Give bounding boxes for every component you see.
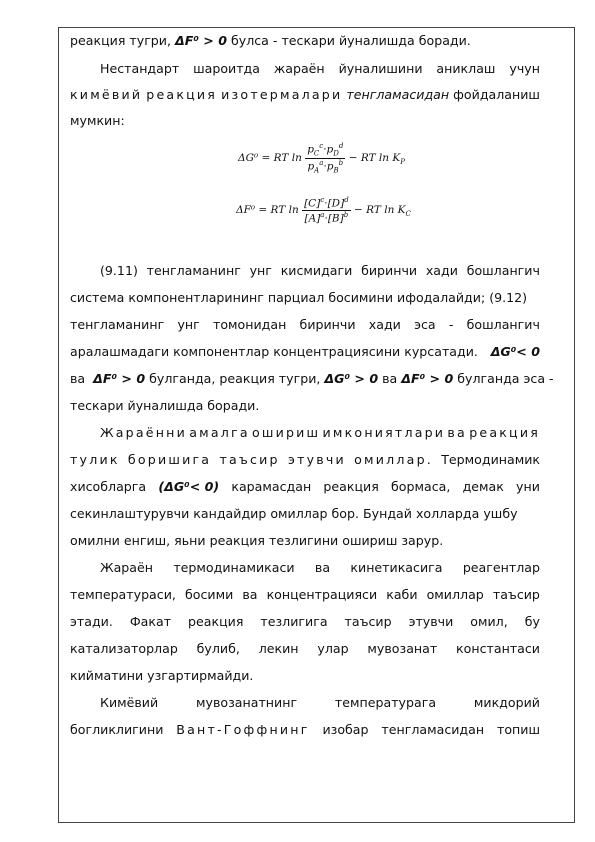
- formula-gibbs: ΔG⁰ = RT ln $\frac{p_C^c\cdot p_D^d}{p_A^a\cdot p_B^b}$ − RT $\ln K_P$: [238, 142, 405, 175]
- text-line: [70, 695, 540, 711]
- text-fragment: реакция: [469, 425, 540, 440]
- text-line: [70, 290, 540, 306]
- text-fragment: амалга: [189, 425, 250, 440]
- text-fragment: омилни енгиш, яьни реакция тезлигини ошириш зарур.: [70, 533, 444, 548]
- text-fragment: ва: [314, 560, 331, 575]
- text-fragment: хисобларга: [70, 479, 147, 494]
- text-line: [70, 425, 540, 441]
- text-fragment: ΔF⁰ > 0: [401, 371, 454, 386]
- condition-formula: ΔF⁰ > 0: [175, 33, 227, 48]
- text-fragment: фойдаланиш: [453, 87, 540, 102]
- text-fragment: константаси: [456, 641, 540, 656]
- text-fragment: Жараён: [100, 560, 153, 575]
- text-fragment: микдорий: [473, 695, 540, 710]
- text-fragment: концентрацияси: [266, 587, 378, 602]
- text-fragment: -: [448, 317, 454, 332]
- text-fragment: топиш: [496, 722, 540, 737]
- text-line: [70, 641, 540, 657]
- text-fragment: ва: [242, 587, 258, 602]
- text-fragment: Термодинамик: [441, 452, 540, 467]
- text-fragment: Факат: [129, 614, 172, 629]
- text-fragment: кинетикасига: [350, 560, 443, 575]
- formula-helmholtz: ΔF⁰ = RT ln $\frac{[C]^c\cdot[D]^d}{[A]^a\cdot[B]^b}$ − RT $\ln K_C$: [236, 196, 411, 224]
- text-fragment: учун: [509, 61, 540, 76]
- text-fragment: лекин: [258, 641, 299, 656]
- text-fragment: реакция тугри,: [70, 33, 171, 48]
- text-fragment: ошириш: [251, 425, 321, 440]
- text-fragment: хади: [368, 317, 401, 332]
- text-line: [70, 61, 540, 77]
- text-fragment: катализаторлар: [70, 641, 178, 656]
- text-fragment: термодинамикаси: [173, 560, 295, 575]
- text-fragment: мувозанатнинг: [196, 695, 298, 710]
- text-fragment: демак: [462, 479, 504, 494]
- text-fragment: биринчи: [299, 317, 356, 332]
- text-fragment: температурага: [334, 695, 437, 710]
- text-line: [70, 668, 540, 684]
- text-fragment: булиб,: [196, 641, 240, 656]
- text-fragment: ΔF⁰ = RT ln: [236, 204, 299, 216]
- text-fragment: Нестандарт: [100, 61, 180, 76]
- text-fragment: тенгламасидан: [381, 722, 485, 737]
- text-fragment: каби: [386, 587, 418, 602]
- text-fragment: температураси,: [70, 587, 176, 602]
- text-fragment: реагентлар: [462, 560, 540, 575]
- text-fragment: таъсир: [344, 614, 392, 629]
- text-fragment: (ΔG⁰< 0): [158, 479, 220, 494]
- text-fragment: аниклаш: [436, 61, 496, 76]
- text-fragment: хади: [425, 263, 458, 278]
- text-line: [70, 614, 540, 630]
- text-fragment: реакция: [323, 479, 379, 494]
- text-line: [70, 479, 540, 495]
- text-fragment: мумкин:: [70, 113, 125, 128]
- text-fragment: бу: [524, 614, 540, 629]
- text-fragment: йуналишини: [338, 61, 423, 76]
- text-fragment: тенгламанинг: [70, 317, 165, 332]
- text-fragment: булганда эса -: [457, 371, 554, 386]
- text-line: [70, 344, 540, 360]
- text-line: [70, 371, 554, 387]
- text-fragment: омиллар: [426, 587, 484, 602]
- text-fragment: карамасдан: [231, 479, 312, 494]
- text-fragment: кисмидаги: [280, 263, 353, 278]
- text-fragment: бошлангич: [466, 317, 540, 332]
- text-fragment: Кимёвий: [100, 695, 159, 710]
- text-fragment: кийматини узгартирмайди.: [70, 668, 254, 683]
- text-fragment: тенгламасидан: [346, 87, 450, 102]
- text-line: [70, 398, 540, 414]
- text-fragment: ва: [382, 371, 398, 386]
- text-fragment: имкониятлари: [322, 425, 446, 440]
- text-fragment: таъсир: [492, 587, 540, 602]
- text-fragment: омиллар.: [354, 452, 433, 467]
- text-fragment: булганда, реакция тугри,: [149, 371, 321, 386]
- text-fragment: ва: [70, 371, 86, 386]
- text-fragment: ΔF⁰ > 0: [93, 371, 146, 386]
- text-fragment: боришига: [127, 452, 212, 467]
- text-line: [70, 263, 540, 279]
- text-line: [70, 87, 540, 103]
- text-fragment: эса: [414, 317, 436, 332]
- text-fragment: улар: [317, 641, 349, 656]
- text-line: [70, 33, 540, 49]
- text-fragment: ΔG⁰ > 0: [324, 371, 379, 386]
- text-fragment: изобар: [322, 722, 369, 737]
- text-fragment: шароитда: [193, 61, 260, 76]
- text-fragment: изотермалари: [221, 87, 343, 102]
- text-line: [70, 452, 540, 468]
- text-fragment: уни: [516, 479, 540, 494]
- text-fragment: Вант-Гоффнинг: [176, 722, 310, 737]
- text-fragment: омил,: [470, 614, 508, 629]
- text-fragment: Жараённи: [100, 425, 187, 440]
- text-fragment: секинлаштурувчи кандайдир омиллар бор. Бундай холларда ушбу: [70, 506, 518, 521]
- text-fragment: таъсир: [219, 452, 280, 467]
- text-fragment: ΔG⁰< 0: [490, 344, 540, 359]
- text-line: [70, 560, 540, 576]
- text-fragment: булса - тескари йуналишда боради.: [230, 33, 471, 48]
- text-fragment: томонидан: [212, 317, 287, 332]
- text-fragment: богликлигини: [70, 722, 164, 737]
- text-fragment: этувчи: [287, 452, 346, 467]
- text-fragment: унг: [249, 263, 272, 278]
- text-fragment: этувчи: [408, 614, 454, 629]
- text-fragment: ΔG⁰ = RT ln: [238, 152, 302, 165]
- text-fragment: босими: [184, 587, 234, 602]
- text-fragment: биринчи: [361, 263, 418, 278]
- text-line: [70, 533, 540, 549]
- text-fragment: бормаса,: [391, 479, 451, 494]
- text-line: [70, 587, 540, 603]
- text-fragment: ва: [447, 425, 467, 440]
- text-fragment: жараён: [273, 61, 325, 76]
- text-fragment: система компонентларининг парциал босимини ифодалайди; (9.12): [70, 290, 528, 305]
- text-fragment: этади.: [70, 614, 113, 629]
- text-fragment: реакция: [146, 87, 218, 102]
- text-fragment: тескари йуналишда боради.: [70, 398, 260, 413]
- text-fragment: (9.11): [100, 263, 138, 278]
- text-fragment: тулик: [70, 452, 120, 467]
- text-line: [70, 506, 540, 522]
- text-fragment: реакция: [188, 614, 244, 629]
- text-line: [70, 113, 540, 129]
- text-fragment: кимёвий: [70, 87, 143, 102]
- text-fragment: бошлангич: [466, 263, 540, 278]
- text-fragment: тезлигига: [260, 614, 328, 629]
- text-fragment: тенгламанинг: [146, 263, 241, 278]
- text-fragment: унг: [177, 317, 200, 332]
- text-line: [70, 722, 540, 738]
- text-line: [70, 317, 540, 333]
- formula-fraction: $\frac{[C]^c\cdot[D]^d}{[A]^a\cdot[B]^b}$: [304, 196, 349, 224]
- text-fragment: мувозанат: [367, 641, 438, 656]
- formula-fraction: $\frac{p_C^c\cdot p_D^d}{p_A^a\cdot p_B^b}$: [307, 142, 344, 175]
- text-fragment: аралашмадаги компонентлар концентрациясини курсатади.: [70, 344, 478, 359]
